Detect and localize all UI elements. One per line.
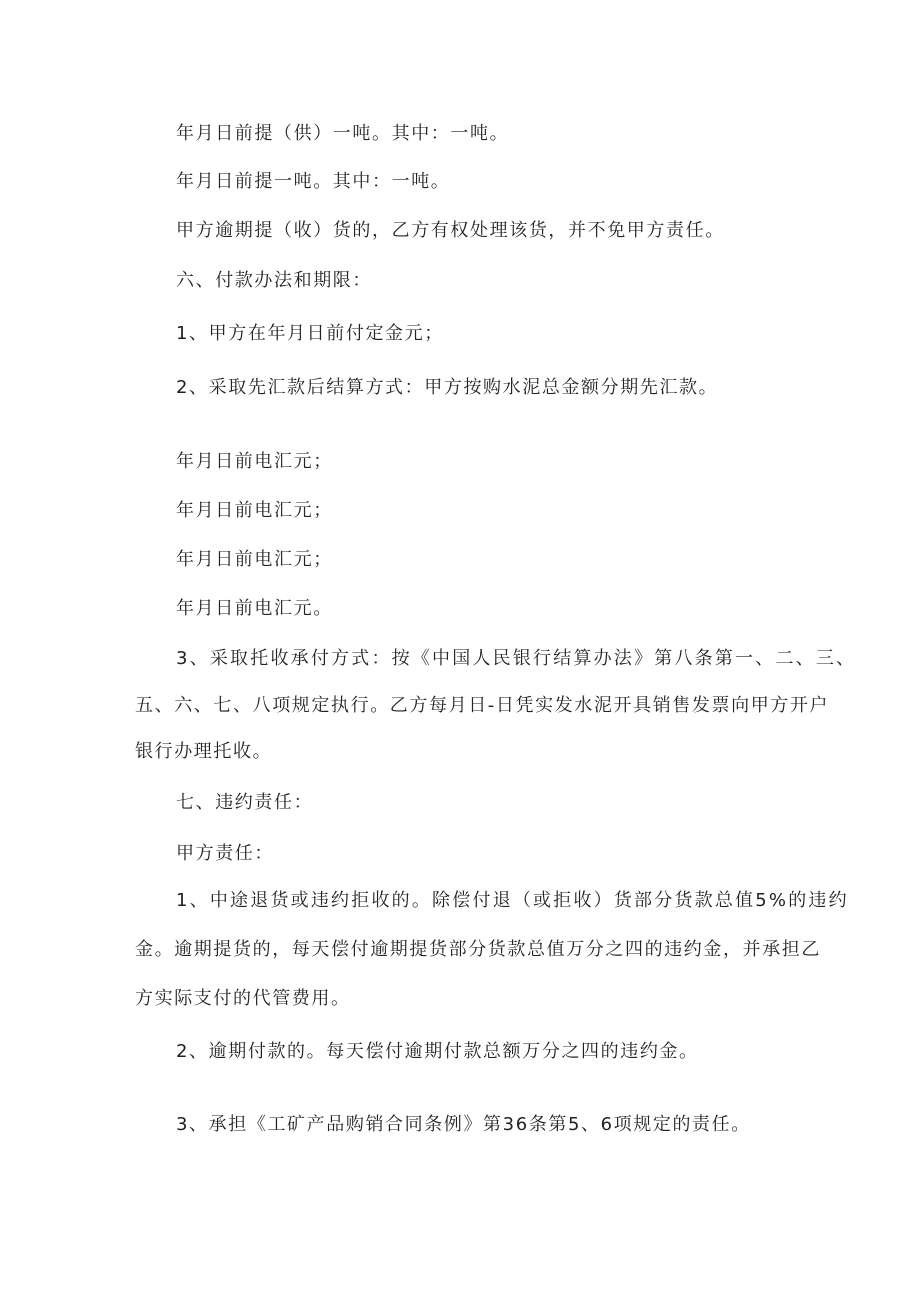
section-heading-payment: 六、付款办法和期限： [176, 270, 372, 291]
remittance-line-1: 年月日前电汇元； [176, 451, 333, 472]
liability-item-1-line-1: 1、中途退货或违约拒收的。除偿付退（或拒收）货部分货款总值5%的违约 [176, 890, 849, 911]
liability-item-1-line-2: 金。逾期提货的，每天偿付逾期提货部分货款总值万分之四的违约金，并承担乙 [135, 939, 821, 960]
remittance-line-2: 年月日前电汇元； [176, 500, 333, 521]
liability-item-2: 2、逾期付款的。每天偿付逾期付款总额万分之四的违约金。 [176, 1041, 699, 1062]
party-a-liability-heading: 甲方责任： [176, 843, 274, 864]
payment-item-3-line-1: 3、采取托收承付方式：按《中国人民银行结算办法》第八条第一、二、三、 [176, 648, 857, 669]
payment-item-2: 2、采取先汇款后结算方式：甲方按购水泥总金额分期先汇款。 [176, 377, 719, 398]
remittance-line-4: 年月日前电汇元。 [176, 598, 333, 619]
late-pickup-clause: 甲方逾期提（收）货的，乙方有权处理该货，并不免甲方责任。 [176, 220, 725, 241]
liability-item-3: 3、承担《工矿产品购销合同条例》第36条第5、6项规定的责任。 [176, 1114, 751, 1135]
remittance-line-3: 年月日前电汇元； [176, 549, 333, 570]
delivery-schedule-line-1: 年月日前提（供）一吨。其中：一吨。 [176, 123, 510, 144]
liability-item-1-line-3: 方实际支付的代管费用。 [135, 988, 351, 1009]
payment-item-3-line-3: 银行办理托收。 [135, 741, 273, 762]
section-heading-breach: 七、违约责任： [176, 792, 314, 813]
payment-item-3-line-2: 五、六、七、八项规定执行。乙方每月日-日凭实发水泥开具销售发票向甲方开户 [135, 695, 830, 716]
delivery-schedule-line-2: 年月日前提一吨。其中：一吨。 [176, 171, 451, 192]
payment-item-1: 1、甲方在年月日前付定金元； [176, 323, 444, 344]
